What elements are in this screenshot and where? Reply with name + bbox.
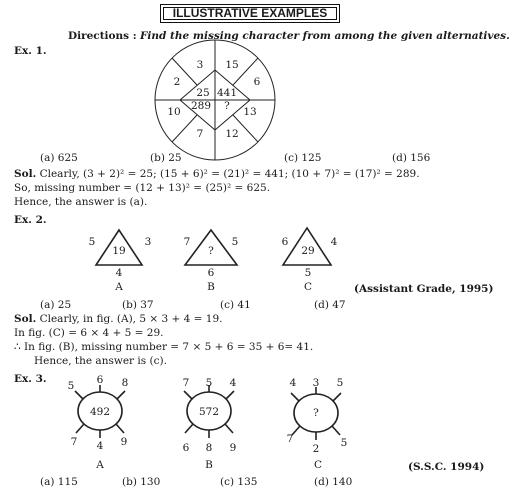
ex3-a-bottom-1: 7 [70, 436, 78, 448]
ex2-option-c: (c) 41 [220, 299, 251, 311]
ex3-b-top-1: 7 [182, 377, 190, 389]
ex3-spoke [226, 391, 234, 399]
ex1-inner-441: 441 [216, 87, 238, 99]
ex3-option-d: (d) 140 [314, 476, 353, 488]
ex3-label: Ex. 3. [14, 373, 47, 385]
ex3-spoke [291, 393, 299, 401]
ex2-label: Ex. 2. [14, 214, 47, 226]
ex3-b-bottom-3: 9 [229, 442, 237, 454]
ex2-solution-line-1 [14, 313, 223, 325]
ex3-a-top-1: 5 [67, 380, 75, 392]
ex1-label: Ex. 1. [14, 45, 47, 57]
ex3-a-top-3: 8 [121, 377, 129, 389]
ex2-a-center: 19 [112, 245, 126, 257]
ex1-inner-25: 25 [196, 87, 210, 99]
ex3-spoke [76, 424, 84, 433]
ex1-outer-6: 6 [253, 76, 261, 88]
directions-text: Find the missing character from among the given alternatives. [139, 30, 510, 42]
ex2-solution-line-2: In fig. (C) = 6 × 4 + 5 = 29. [14, 327, 164, 339]
ex1-outer-7: 7 [196, 128, 204, 140]
ex2-a-bottom: 4 [115, 267, 123, 279]
ex3-spoke [332, 426, 340, 435]
ex2-c-name: C [303, 281, 313, 293]
ex3-spoke [75, 391, 83, 399]
ex1-outer-12: 12 [225, 128, 239, 140]
ex3-c-bottom-1: 7 [286, 433, 294, 445]
directions-label: Directions : [68, 30, 137, 42]
ex3-a-bottom-3: 9 [120, 436, 128, 448]
ex2-a-left: 5 [88, 236, 96, 248]
ex1-inner-missing: ? [224, 100, 230, 112]
ex1-sol-text-1: Clearly, (3 + 2)² = 25; (15 + 6)² = (21)² = 441; (10 + 7)² = (17)² = 289. [39, 168, 420, 180]
ex3-numbers [68, 374, 348, 471]
ex2-option-a: (a) 25 [40, 299, 72, 311]
ex2-b-right: 5 [231, 236, 239, 248]
ex3-c-bottom-3: 5 [340, 437, 348, 449]
ex1-outer-15: 15 [225, 59, 239, 71]
ex1-inner-289: 289 [190, 100, 212, 112]
ex2-sol-text-1: Clearly, in fig. (A), 5 × 3 + 4 = 19. [39, 313, 223, 325]
ex3-c-top-1: 4 [289, 377, 297, 389]
ex3-b-top-2: 5 [205, 377, 213, 389]
page-title: ILLUSTRATIVE EXAMPLES [160, 4, 340, 23]
ex1-solution-line-1 [14, 168, 420, 180]
ex2-c-left: 6 [281, 236, 289, 248]
ex3-b-bottom-1: 6 [182, 442, 190, 454]
ex1-outer-2: 2 [173, 76, 181, 88]
ex3-spoke [333, 393, 341, 401]
ex2-b-left: 7 [183, 236, 191, 248]
ex3-spoke [225, 424, 233, 433]
ex2-b-name: B [207, 281, 215, 293]
ex1-sol-label: Sol. [14, 168, 37, 180]
ex2-solution-line-4: Hence, the answer is (c). [34, 355, 167, 367]
ex3-a-name: A [96, 459, 104, 471]
ex2-c-bottom: 5 [304, 267, 312, 279]
ex3-c-top-2: 3 [312, 377, 320, 389]
ex3-c-bottom-2: 2 [312, 443, 320, 455]
ex2-c-right: 4 [330, 236, 338, 248]
ex3-a-bottom-2: 4 [96, 440, 104, 452]
ex3-spoke [184, 391, 192, 399]
ex3-b-center: 572 [198, 406, 220, 418]
ex3-b-name: B [205, 459, 213, 471]
ex2-option-d: (d) 47 [314, 299, 346, 311]
ex3-b-top-3: 4 [229, 377, 237, 389]
ex3-option-c: (c) 135 [220, 476, 258, 488]
ex2-b-center: ? [208, 245, 214, 257]
ex2-option-b: (b) 37 [122, 299, 154, 311]
ex2-sol-label: Sol. [14, 313, 37, 325]
ex1-outer-10: 10 [167, 106, 181, 118]
ex2-a-right: 3 [144, 236, 152, 248]
ex1-solution-line-2: So, missing number = (12 + 13)² = (25)² = 625. [14, 182, 271, 194]
ex3-a-center: 492 [89, 406, 111, 418]
ex3-c-name: C [313, 459, 323, 471]
ex1-option-b: (b) 25 [150, 152, 182, 164]
ex3-c-top-3: 5 [336, 377, 344, 389]
ex3-a-top-2: 6 [96, 374, 104, 386]
ex3-c-center: ? [313, 407, 319, 419]
ex1-circle-figure [155, 40, 275, 160]
ex1-spoke [172, 115, 197, 142]
ex3-spoke [117, 391, 125, 399]
ex1-solution-line-3: Hence, the answer is (a). [14, 196, 148, 208]
ex3-spoke [116, 424, 124, 433]
ex2-source: (Assistant Grade, 1995) [354, 283, 494, 295]
ex3-option-a: (a) 115 [40, 476, 78, 488]
ex1-outer-3: 3 [196, 59, 204, 71]
ex1-option-a: (a) 625 [40, 152, 78, 164]
ex1-option-c: (c) 125 [284, 152, 322, 164]
ex2-a-name: A [115, 281, 123, 293]
ex1-outer-13: 13 [243, 106, 257, 118]
ex3-option-b: (b) 130 [122, 476, 161, 488]
ex2-b-bottom: 6 [207, 267, 215, 279]
ex2-c-center: 29 [301, 245, 315, 257]
ex3-spoke [185, 424, 193, 433]
ex2-solution-line-3: ∴ In fig. (B), missing number = 7 × 5 + 6 = 35 + 6= 41. [14, 341, 314, 353]
ex1-option-d: (d) 156 [392, 152, 431, 164]
ex3-source: (S.S.C. 1994) [408, 461, 485, 473]
ex3-b-bottom-2: 8 [205, 442, 213, 454]
